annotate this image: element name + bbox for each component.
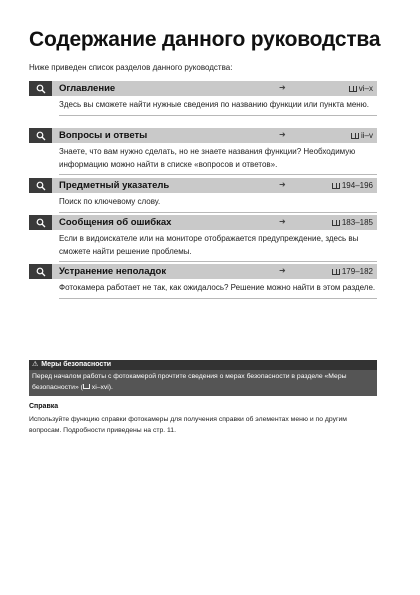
page-title: Содержание данного руководства (29, 28, 381, 51)
page-range: 183–185 (341, 218, 373, 227)
arrow-icon: ➜ (279, 130, 286, 139)
section-title: Устранение неполадок (59, 266, 167, 277)
book-icon (83, 384, 90, 389)
book-icon (332, 183, 340, 189)
arrow-icon: ➜ (279, 180, 286, 189)
page-range: 194–196 (341, 181, 373, 190)
page-ref[interactable] (351, 131, 373, 140)
section-contents (29, 81, 377, 116)
section-title: Сообщения об ошибках (59, 217, 172, 228)
safety-text-before: Перед началом работы с фотокамерой прочтите сведения о мерах безопасности в разделе «Меры безопасности» ( (32, 373, 347, 391)
section-description: Поиск по ключевому слову. (59, 196, 377, 213)
arrow-icon: ➜ (279, 83, 286, 92)
section-title: Предметный указатель (59, 180, 170, 191)
book-icon (351, 133, 359, 139)
page-range: ii–v (360, 131, 373, 140)
arrow-icon: ➜ (279, 217, 286, 226)
section-troubleshooting (29, 264, 377, 299)
section-title: Вопросы и ответы (59, 130, 148, 141)
page-range: vi–x (358, 84, 373, 93)
page-ref[interactable] (332, 218, 373, 227)
search-icon (29, 215, 52, 230)
help-title: Справка (29, 403, 59, 410)
safety-box (29, 360, 377, 396)
arrow-icon: ➜ (279, 266, 286, 275)
page-ref[interactable] (332, 267, 373, 276)
section-description: Здесь вы сможете найти нужные сведения по названию функции или пункта меню. (59, 99, 377, 116)
safety-title: Меры безопасности (41, 361, 112, 368)
book-icon (349, 86, 357, 92)
section-bar[interactable] (29, 215, 377, 230)
section-title: Оглавление (59, 83, 116, 94)
search-icon (29, 128, 52, 143)
page-range: 179–182 (341, 267, 373, 276)
safety-pages[interactable]: xi–xvi (91, 384, 109, 391)
section-bar[interactable] (29, 178, 377, 193)
search-icon (29, 178, 52, 193)
intro-text: Ниже приведен список разделов данного руководства: (29, 63, 233, 72)
book-icon (332, 220, 340, 226)
page-ref[interactable] (349, 84, 373, 93)
section-index (29, 178, 377, 213)
safety-header (29, 360, 377, 370)
section-description: Знаете, что вам нужно сделать, но не знаете названия функции? Необходимую информацию можно найти в списке «вопросов и ответов». (59, 146, 377, 175)
section-description: Фотокамера работает не так, как ожидалось? Решение можно найти в этом разделе. (59, 282, 377, 299)
help-text: Используйте функцию справки фотокамеры для получения справки об элементах меню и по другим вопросам. Подробности приведены на стр. 11. (29, 416, 347, 434)
section-faq (29, 128, 377, 175)
section-description: Если в видоискателе или на мониторе отображается предупреждение, здесь вы сможете найти решение проблемы. (59, 233, 377, 262)
page-ref[interactable] (332, 181, 373, 190)
search-icon (29, 81, 52, 96)
search-icon (29, 264, 52, 279)
safety-text (29, 370, 377, 396)
book-icon (332, 269, 340, 275)
section-errors (29, 215, 377, 262)
section-bar[interactable] (29, 81, 377, 96)
warning-icon: ⚠ (32, 361, 39, 368)
section-bar[interactable] (29, 264, 377, 279)
section-bar[interactable] (29, 128, 377, 143)
safety-text-after: ). (108, 384, 113, 391)
